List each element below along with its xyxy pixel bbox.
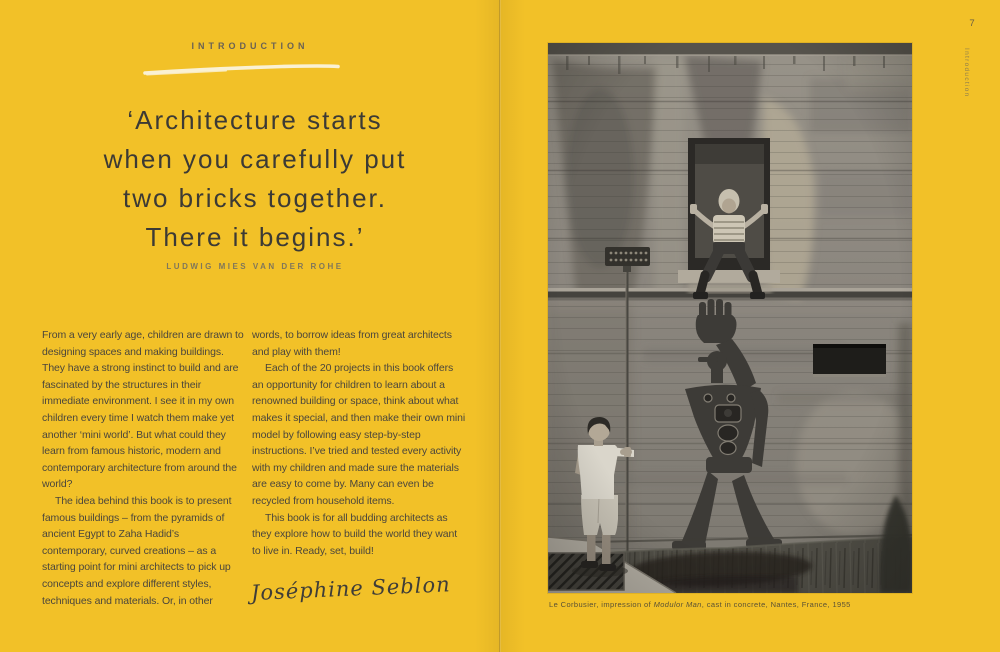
photo-modulor-man xyxy=(548,43,912,593)
section-label: INTRODUCTION xyxy=(191,41,309,51)
quote-line: two bricks together. xyxy=(123,183,387,213)
author-signature: Joséphine Seblon xyxy=(250,572,452,605)
fold-shading-left xyxy=(475,0,499,652)
page-number: 7 xyxy=(969,18,975,29)
paragraph: words, to borrow ideas from great architects and play with them! xyxy=(252,329,452,358)
paragraph: From a very early age, children are drawn to designing spaces and making buildings. They have a strong instinct to build and are fascinated by the structures in their immediate environment. I see it in my own children every time I watch them make yet another ‘mini world’. But what could they learn from famous historic, modern and contemporary architecture from around the world? xyxy=(42,329,244,491)
quote-block xyxy=(15,101,495,257)
quote-line: when you carefully put xyxy=(103,144,407,174)
paragraph: This book is for all budding architects as they explore how to build the world they want to live in. Ready, set, build! xyxy=(252,511,458,557)
photo-caption xyxy=(549,600,909,609)
body-column-left xyxy=(42,327,245,609)
quote-line: There it begins.’ xyxy=(145,222,365,252)
caption-text: , cast in concrete, Nantes, France, 1955 xyxy=(701,600,851,609)
hand-drawn-underline xyxy=(142,60,342,80)
photo-illustration xyxy=(548,43,912,593)
quote-attribution: LUDWIG MIES VAN DER ROHE xyxy=(166,262,344,271)
caption-work-title: Modulor Man xyxy=(653,600,702,609)
quote-line: ‘Architecture starts xyxy=(127,105,383,135)
body-column-right xyxy=(252,327,466,559)
fold-shading-right xyxy=(501,0,525,652)
spine-label: Introduction xyxy=(963,48,970,98)
photo-vignette xyxy=(548,43,912,593)
paragraph: Each of the 20 projects in this book offers an opportunity for children to learn about a renowned building or space, think about what makes it special, and then make their own mini model by following easy step-by-step instructions. I’ve tried and tested every activity with my children and made sure the materials are easy to come by. Many can even be recycled from household items. xyxy=(252,362,466,507)
page-fold xyxy=(499,0,501,652)
caption-text: Le Corbusier, impression of xyxy=(549,600,654,609)
paragraph: The idea behind this book is to present famous buildings – from the pyramids of ancient Egypt to Zaha Hadid’s contemporary, curved creations – as a starting point for mini architects to pick up concepts and explore different styles, techniques and materials. Or, in other xyxy=(42,494,232,607)
